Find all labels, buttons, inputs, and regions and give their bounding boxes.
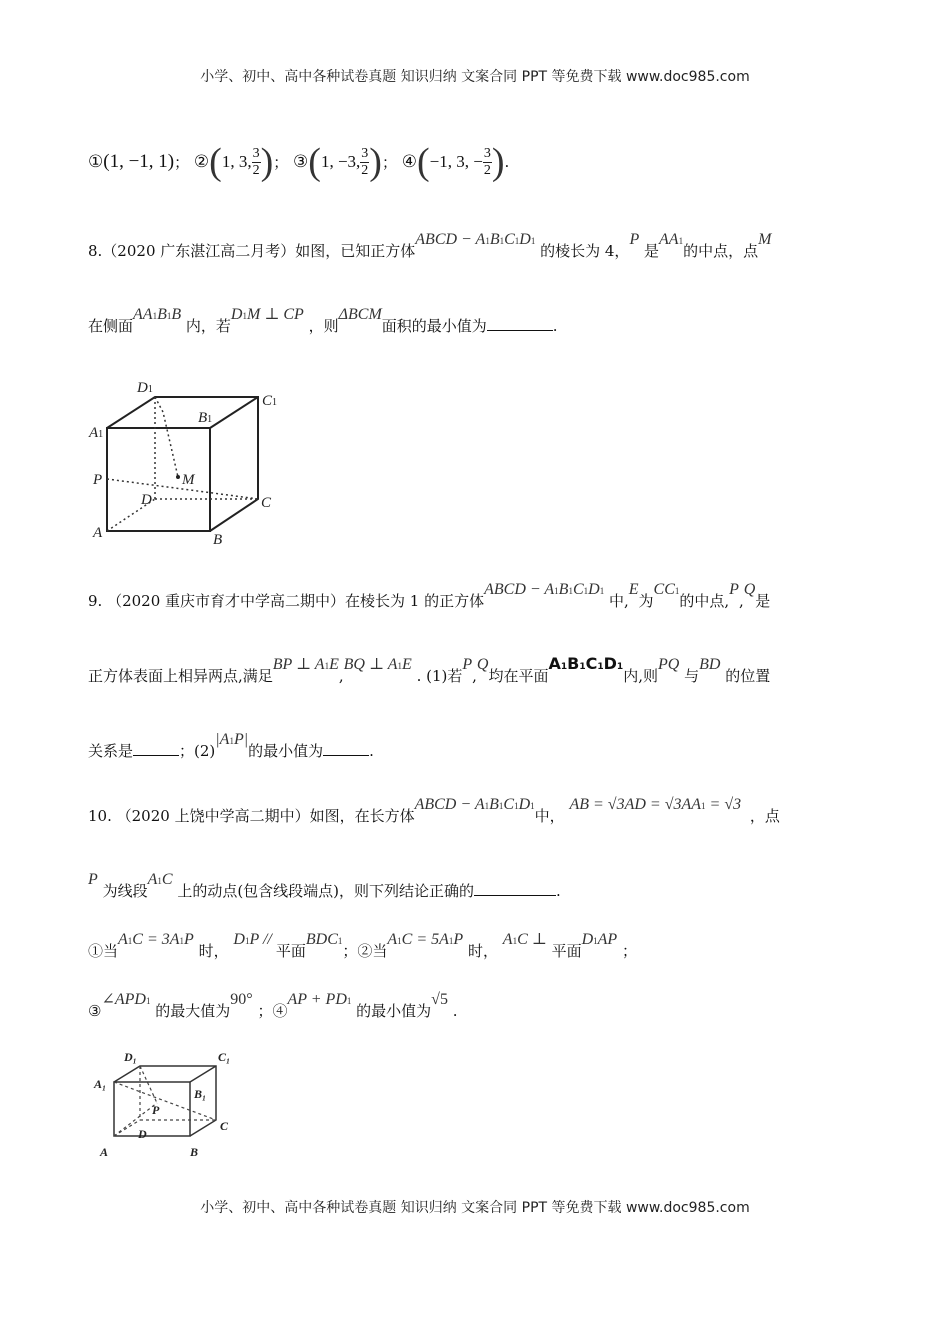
separator: ；	[273, 153, 289, 172]
math-d1ap: D1AP	[581, 931, 618, 948]
option-3-a: 1, −3,	[320, 152, 361, 171]
text: 平面	[551, 942, 582, 960]
math-q: Q	[476, 656, 489, 673]
math-text: A	[387, 931, 398, 948]
paren-close: )	[260, 141, 274, 183]
text: 与	[684, 667, 700, 685]
text: 时，	[198, 942, 229, 960]
math-abs-a1p: |A1P|	[215, 731, 249, 748]
option-4-a: −1, 3, −	[429, 152, 483, 171]
option-4-fraction	[483, 146, 492, 179]
period: .	[504, 153, 510, 171]
math-text: ∠APD	[101, 991, 146, 1008]
text: 为	[638, 592, 654, 610]
math-angle: ∠APD1	[101, 991, 151, 1008]
label-c1: C₁	[218, 1050, 231, 1064]
q10-statements-1-2	[88, 931, 637, 961]
text: ,	[738, 592, 744, 610]
math-text: BP ⊥ A	[272, 656, 325, 673]
math-sum: AP + PD1	[287, 991, 352, 1008]
statement-3-mark: ③	[88, 1002, 102, 1020]
cube-name: ABCD − A1B1C1D1	[484, 581, 605, 598]
math-text: A	[118, 931, 128, 948]
text: 平面	[275, 942, 306, 960]
math-text: CC	[653, 581, 675, 598]
separator: ；	[342, 942, 358, 960]
text: 内，若	[185, 317, 231, 335]
paren-open: (	[416, 141, 430, 183]
text: 面积的最小值为	[381, 317, 487, 335]
cuboid-figure	[90, 1048, 240, 1160]
cuboid-name: ABCD − A1B1C1D1	[414, 796, 535, 813]
math-text: E	[329, 656, 339, 673]
math-90-deg: 90°	[230, 991, 253, 1008]
label-d1: D₁	[124, 1050, 137, 1064]
text: ,	[472, 667, 477, 685]
math-bdc1: BDC1	[305, 931, 343, 948]
q10-line-1	[88, 796, 780, 826]
option-1-value: (1, −1, 1)	[103, 151, 175, 172]
math-text: AA	[133, 306, 153, 323]
text: 的位置	[725, 667, 771, 685]
page-footer: 小学、初中、高中各种试卷真题 知识归纳 文案合同 PPT 等免费下载 www.doc985.com	[200, 1200, 750, 1216]
math-p: P	[462, 656, 473, 673]
math-text: AP + PD	[287, 991, 347, 1008]
math-text: B	[157, 306, 167, 323]
q7-options	[88, 140, 509, 184]
label-c1: C1	[262, 393, 278, 409]
option-3-fraction	[360, 146, 369, 179]
math-text: |A	[215, 731, 230, 748]
math-m: M	[758, 231, 772, 248]
q10-line-2	[88, 871, 561, 901]
math-bp-perp: BP ⊥ A1E	[272, 656, 339, 673]
q10-statements-3-4	[88, 991, 458, 1021]
q8-line-2	[88, 306, 558, 336]
math-equation: AB = √3AD = √3AA1 = √3	[569, 796, 742, 813]
math-text: A	[502, 931, 513, 948]
math-text: P|	[233, 731, 249, 748]
math-text: ABCD − A	[415, 231, 486, 248]
q9-prefix: 9. （2020 重庆市育才中学高二期中）在棱长为 1 的正方体	[88, 592, 485, 610]
math-text: B	[489, 231, 500, 248]
text: 的最小值为	[248, 742, 324, 760]
period: .	[452, 1002, 458, 1020]
math-s1-eq: A1C = 3A1P	[118, 931, 194, 948]
math-text: D	[519, 231, 531, 248]
q9-line-1	[88, 581, 771, 611]
paren-open: (	[308, 141, 321, 183]
label-a: A	[93, 525, 103, 541]
label-a1: A₁	[94, 1077, 107, 1091]
math-p: P	[729, 581, 739, 598]
label-d: D	[138, 1127, 147, 1141]
paren-close: )	[491, 141, 505, 183]
label-b: B	[213, 532, 223, 547]
math-text: ABCD − A	[484, 581, 555, 598]
math-s2-eq: A1C = 5A1P	[387, 931, 464, 948]
label-b: B	[190, 1145, 199, 1159]
text: 中,	[608, 592, 629, 610]
math-p: P	[88, 871, 98, 888]
text: 的最大值为	[155, 1002, 231, 1020]
math-s2-perp: A1C ⊥	[502, 931, 547, 948]
math-pq: PQ	[657, 656, 680, 673]
text: 均在平面	[488, 667, 549, 685]
text: 的棱长为 4，	[540, 242, 630, 260]
q9-line-2: 正方体表面上相异两点,满足BP ⊥ A1E,BQ ⊥ A1E . (1)若P,Q均在平面A1B1C1D1内,则PQ 与BD 的位置	[88, 654, 771, 685]
math-text: B	[171, 306, 182, 323]
math-text: M ⊥ CP	[246, 306, 304, 323]
paren-open: (	[209, 141, 222, 183]
math-p: P	[629, 231, 640, 248]
math-text: A	[147, 871, 158, 888]
math-text: ABCD − A	[414, 796, 485, 813]
math-text: D	[581, 931, 594, 948]
denominator: 2	[483, 162, 491, 178]
label-p: P	[152, 1103, 160, 1117]
statement-2-mark: ②当	[357, 942, 388, 960]
text: 正方体表面上相异两点,满足	[88, 667, 273, 685]
text: 时，	[467, 942, 498, 960]
separator: ；	[621, 942, 637, 960]
math-bd: BD	[699, 656, 721, 673]
text: 的中点，点	[683, 242, 759, 260]
text: 上的动点(包含线段端点)，则下列结论正确的	[177, 882, 475, 900]
text: 的中点,	[679, 592, 730, 610]
label-m: M	[182, 472, 195, 488]
period: .	[369, 742, 374, 760]
answer-blank	[474, 881, 556, 896]
math-text: P //	[249, 931, 276, 948]
statement-4-mark: ④	[272, 1002, 288, 1020]
q9-line-3	[88, 731, 374, 761]
text: . (1)若	[416, 667, 463, 685]
math-text: C	[504, 231, 515, 248]
option-2-mark: ②	[193, 152, 210, 172]
statement-1-mark: ①当	[88, 942, 119, 960]
text: 是	[644, 242, 660, 260]
math-face: AA1B1B	[133, 306, 182, 323]
math-s1-par: D1P //	[233, 931, 276, 948]
math-plane: A1B1C1D1	[548, 654, 624, 673]
option-2-fraction	[252, 146, 261, 179]
math-sqrt5: √5	[431, 991, 448, 1008]
math-q: Q	[743, 581, 756, 598]
numerator: 3	[252, 145, 260, 161]
text: 关系是	[88, 742, 134, 760]
option-2-a: 1, 3,	[221, 152, 252, 171]
math-condition: D1M ⊥ CP	[230, 306, 304, 323]
text: 在侧面	[88, 317, 134, 335]
cube-name: ABCD − A1B1C1D1	[415, 231, 536, 248]
label-d1: D1	[137, 380, 153, 396]
period: .	[556, 882, 561, 900]
math-text: A	[548, 654, 561, 673]
q8-prefix: 8.（2020 广东湛江高二月考）如图，已知正方体	[88, 242, 416, 260]
math-text: D	[230, 306, 243, 323]
label-c: C	[220, 1119, 229, 1133]
math-bq-perp: BQ ⊥ A1E	[343, 656, 412, 673]
math-e: E	[628, 581, 639, 598]
label-b1: B₁	[194, 1087, 207, 1101]
answer-blank	[487, 316, 553, 331]
label-c: C	[261, 495, 272, 511]
page-header: 小学、初中、高中各种试卷真题 知识归纳 文案合同 PPT 等免费下载 www.doc985.com	[200, 69, 750, 85]
numerator: 3	[483, 145, 491, 161]
text: 是	[755, 592, 771, 610]
text: 中，	[534, 807, 565, 825]
denominator: 2	[252, 162, 260, 178]
separator: ；	[174, 153, 190, 172]
text: 的最小值为	[356, 1002, 432, 1020]
denominator: 2	[361, 162, 369, 178]
math-cc1: CC1	[653, 581, 680, 598]
math-text: AA	[659, 231, 679, 248]
math-text: E	[402, 656, 412, 673]
math-text: BDC	[305, 931, 338, 948]
math-text: = √3	[705, 796, 742, 813]
label-p: P	[93, 472, 103, 488]
text: 内,则	[623, 667, 658, 685]
separator: ；	[257, 1002, 273, 1020]
text: ；(2)	[179, 742, 216, 760]
math-text: AB = √3AD = √3AA	[569, 796, 702, 813]
text: ，点	[749, 807, 780, 825]
period: .	[552, 317, 558, 335]
numerator: 3	[361, 145, 369, 161]
label-a: A	[100, 1145, 109, 1159]
math-a1c: A1C	[147, 871, 173, 888]
text: 为线段	[102, 882, 148, 900]
q8-line-1	[88, 231, 772, 261]
math-text: D	[233, 931, 245, 948]
math-aa1: AA1	[659, 231, 684, 248]
cube-figure	[85, 372, 285, 547]
option-3-mark: ③	[293, 152, 309, 172]
paren-close: )	[369, 141, 382, 183]
option-4-mark: ④	[401, 152, 417, 172]
math-triangle: ΔBCM	[338, 306, 382, 323]
label-d: D	[141, 492, 152, 508]
answer-blank-2	[323, 741, 369, 756]
q10-prefix: 10. （2020 上饶中学高二期中）如图，在长方体	[88, 807, 415, 825]
label-a1: A1	[89, 425, 104, 441]
answer-blank-1	[133, 741, 179, 756]
math-text: BQ ⊥ A	[343, 656, 398, 673]
label-b1: B1	[198, 410, 213, 426]
option-1-mark: ①	[88, 152, 104, 172]
separator: ；	[381, 153, 397, 172]
text: ，则	[308, 317, 339, 335]
